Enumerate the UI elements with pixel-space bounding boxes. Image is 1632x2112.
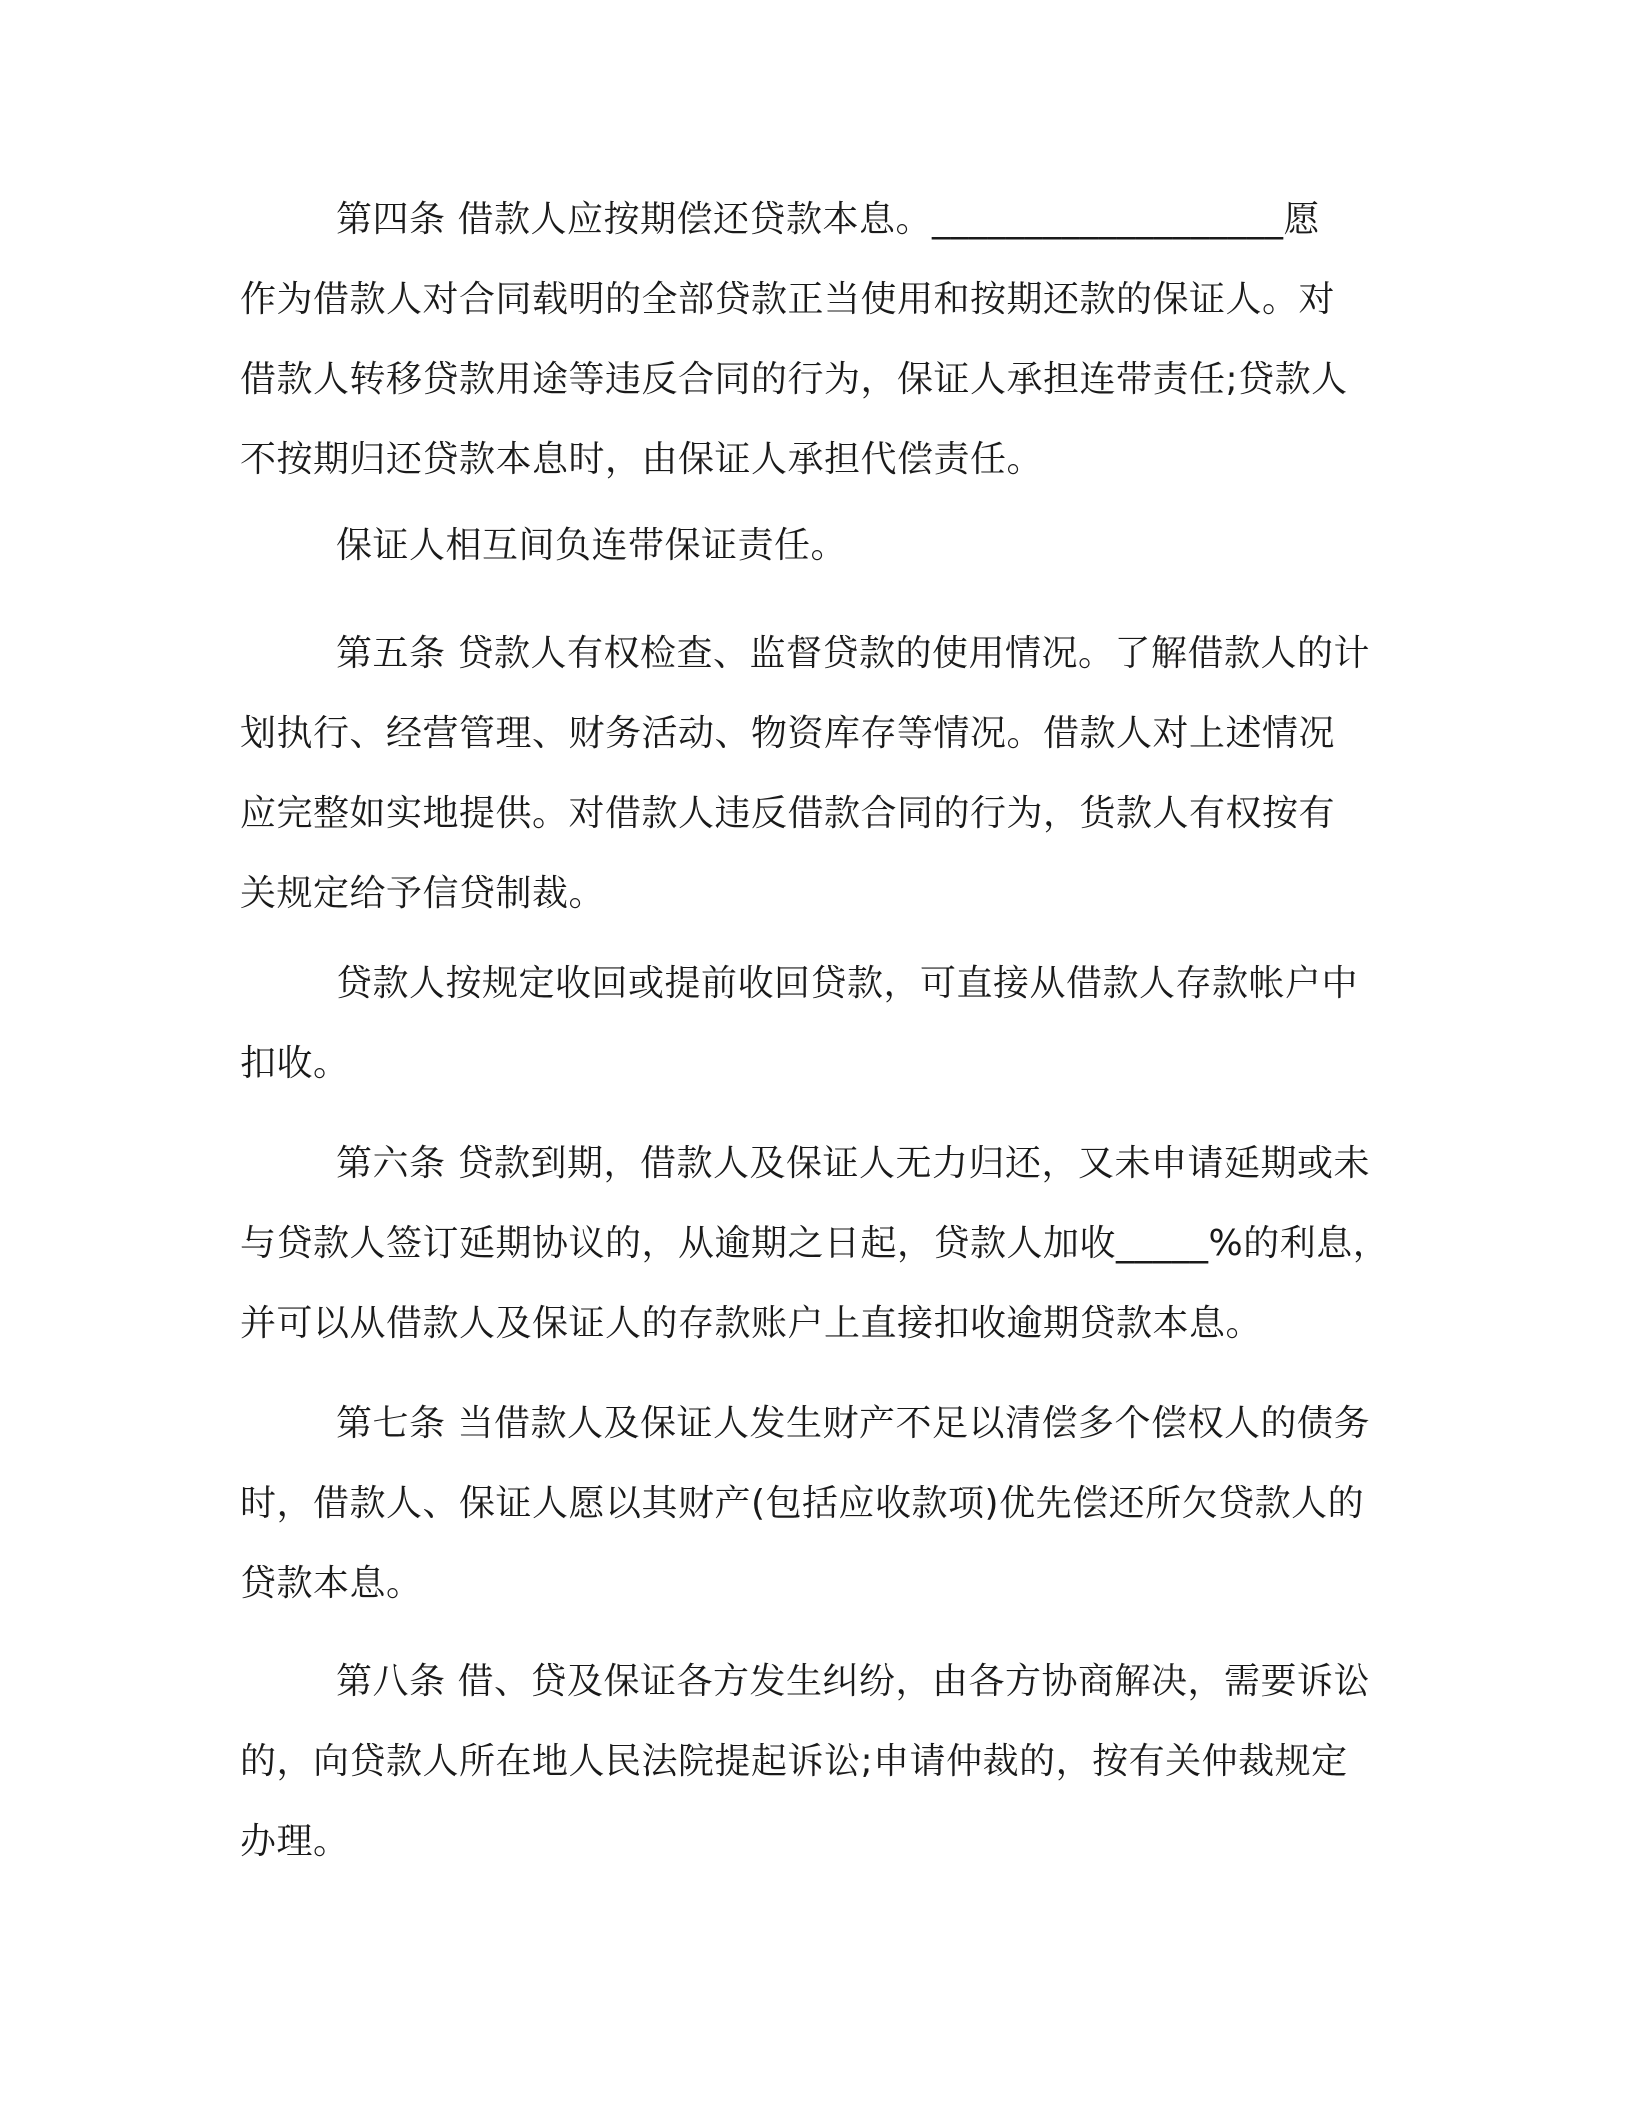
text-line: 的，向贷款人所在地人民法院提起诉讼;申请仲裁的，按有关仲裁规定	[240, 1741, 1348, 1782]
text-line: 第八条 借、贷及保证各方发生纠纷，由各方协商解决，需要诉讼	[336, 1661, 1370, 1702]
text-line: 时，借款人、保证人愿以其财产(包括应收款项)优先偿还所欠贷款人的	[240, 1483, 1365, 1524]
text-line: 第七条 当借款人及保证人发生财产不足以清偿多个偿权人的债务	[336, 1403, 1370, 1444]
text-line: 作为借款人对合同载明的全部贷款正当使用和按期还款的保证人。对	[240, 279, 1336, 320]
text-line: 第四条 借款人应按期偿还贷款本息。___________________愿	[336, 199, 1320, 240]
text-line: 划执行、经营管理、财务活动、物资库存等情况。借款人对上述情况	[240, 713, 1336, 754]
text-line: 贷款人按规定收回或提前收回贷款，可直接从借款人存款帐户中	[336, 963, 1359, 1004]
text-line: 贷款本息。	[240, 1563, 423, 1604]
text-line: 与贷款人签订延期协议的，从逾期之日起，贷款人加收_____%的利息，	[240, 1223, 1390, 1264]
text-line: 关规定给予信贷制裁。	[240, 873, 606, 914]
text-line: 第六条 贷款到期，借款人及保证人无力归还，又未申请延期或未	[336, 1143, 1370, 1184]
text-line: 应完整如实地提供。对借款人违反借款合同的行为，货款人有权按有	[240, 793, 1336, 834]
text-line: 并可以从借款人及保证人的存款账户上直接扣收逾期贷款本息。	[240, 1303, 1263, 1344]
text-line: 扣收。	[240, 1043, 350, 1084]
text-line: 不按期归还贷款本息时，由保证人承担代偿责任。	[240, 439, 1044, 480]
text-line: 借款人转移贷款用途等违反合同的行为，保证人承担连带责任;贷款人	[240, 359, 1348, 400]
text-line: 保证人相互间负连带保证责任。	[336, 525, 848, 566]
text-line: 办理。	[240, 1821, 350, 1862]
text-line: 第五条 贷款人有权检查、监督贷款的使用情况。了解借款人的计	[336, 633, 1370, 674]
